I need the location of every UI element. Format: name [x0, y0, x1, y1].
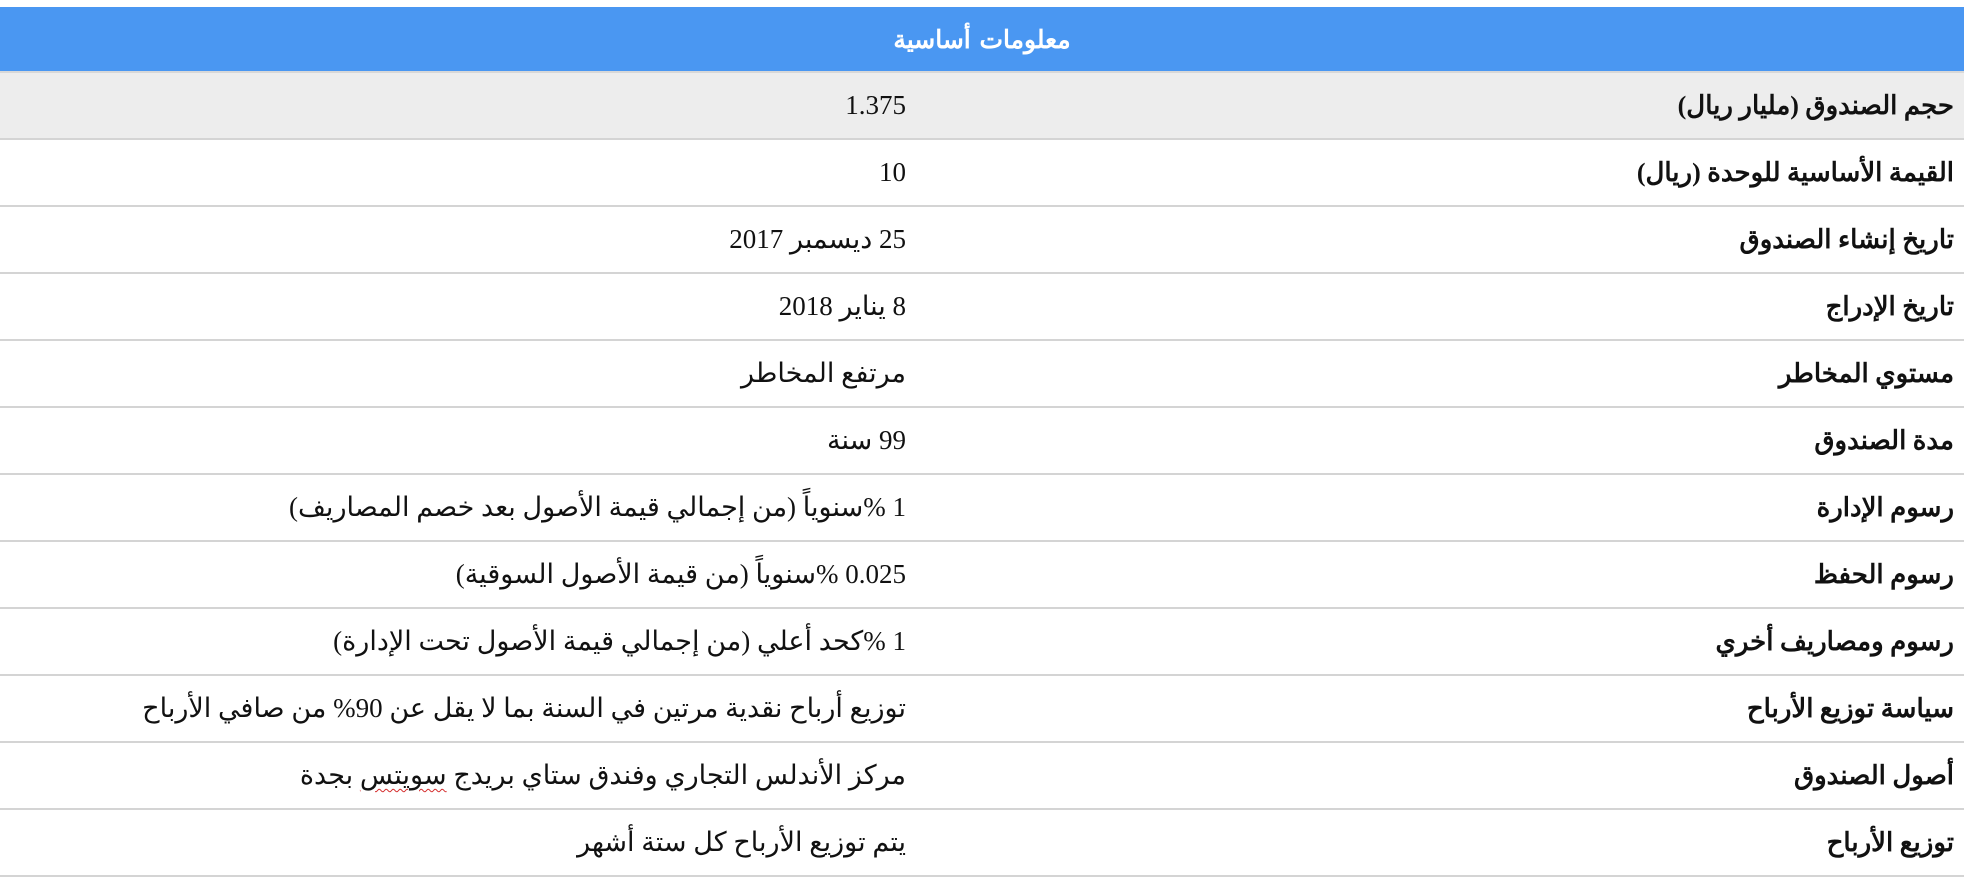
table-row: [0, 474, 1964, 541]
row-label-dividend-policy: سياسة توزيع الأرباح: [982, 675, 1964, 742]
row-value-management-fees: 1 %سنوياً (من إجمالي قيمة الأصول بعد خصم المصاريف): [0, 474, 982, 541]
table-row: [0, 809, 1964, 876]
table-row: [0, 608, 1964, 675]
table-row: [0, 206, 1964, 273]
row-label-other-fees: رسوم ومصاريف أخري: [982, 608, 1964, 675]
fund-assets-text-start: مركز الأندلس التجاري وفندق ستاي بريدج: [446, 760, 906, 790]
table-header-title: معلومات أساسية: [0, 7, 1964, 72]
table-row: [0, 541, 1964, 608]
table-header-row: [0, 7, 1964, 72]
row-label-management-fees: رسوم الإدارة: [982, 474, 1964, 541]
row-value-other-fees: 1 %كحد أعلي (من إجمالي قيمة الأصول تحت الإدارة): [0, 608, 982, 675]
row-label-fund-term: مدة الصندوق: [982, 407, 1964, 474]
row-value-fund-term: 99 سنة: [0, 407, 982, 474]
table-row: [0, 139, 1964, 206]
row-value-fund-assets: [0, 742, 982, 809]
row-value-custody-fees: 0.025 %سنوياً (من قيمة الأصول السوقية): [0, 541, 982, 608]
table-row: [0, 340, 1964, 407]
fund-assets-text-end: بجدة: [299, 760, 360, 790]
row-label-fund-size: حجم الصندوق (مليار ريال): [982, 72, 1964, 139]
row-label-fund-assets: أصول الصندوق: [982, 742, 1964, 809]
table-row: [0, 273, 1964, 340]
row-value-inception-date: 25 ديسمبر 2017: [0, 206, 982, 273]
row-label-unit-value: القيمة الأساسية للوحدة (ريال): [982, 139, 1964, 206]
row-value-dividend-distribution: يتم توزيع الأرباح كل ستة أشهر: [0, 809, 982, 876]
row-value-dividend-policy: توزيع أرباح نقدية مرتين في السنة بما لا يقل عن 90% من صافي الأرباح: [0, 675, 982, 742]
table-row: [0, 72, 1964, 139]
row-label-inception-date: تاريخ إنشاء الصندوق: [982, 206, 1964, 273]
table-row: [0, 742, 1964, 809]
table-row: [0, 407, 1964, 474]
row-label-custody-fees: رسوم الحفظ: [982, 541, 1964, 608]
row-label-listing-date: تاريخ الإدراج: [982, 273, 1964, 340]
row-label-dividend-distribution: توزيع الأرباح: [982, 809, 1964, 876]
spellcheck-flagged-word: سويتس: [359, 760, 447, 790]
table-row: [0, 675, 1964, 742]
basic-info-table: [0, 7, 1964, 877]
row-value-fund-size: 1.375: [0, 72, 982, 139]
row-value-risk-level: مرتفع المخاطر: [0, 340, 982, 407]
row-label-risk-level: مستوي المخاطر: [982, 340, 1964, 407]
row-value-unit-value: 10: [0, 139, 982, 206]
row-value-listing-date: 8 يناير 2018: [0, 273, 982, 340]
